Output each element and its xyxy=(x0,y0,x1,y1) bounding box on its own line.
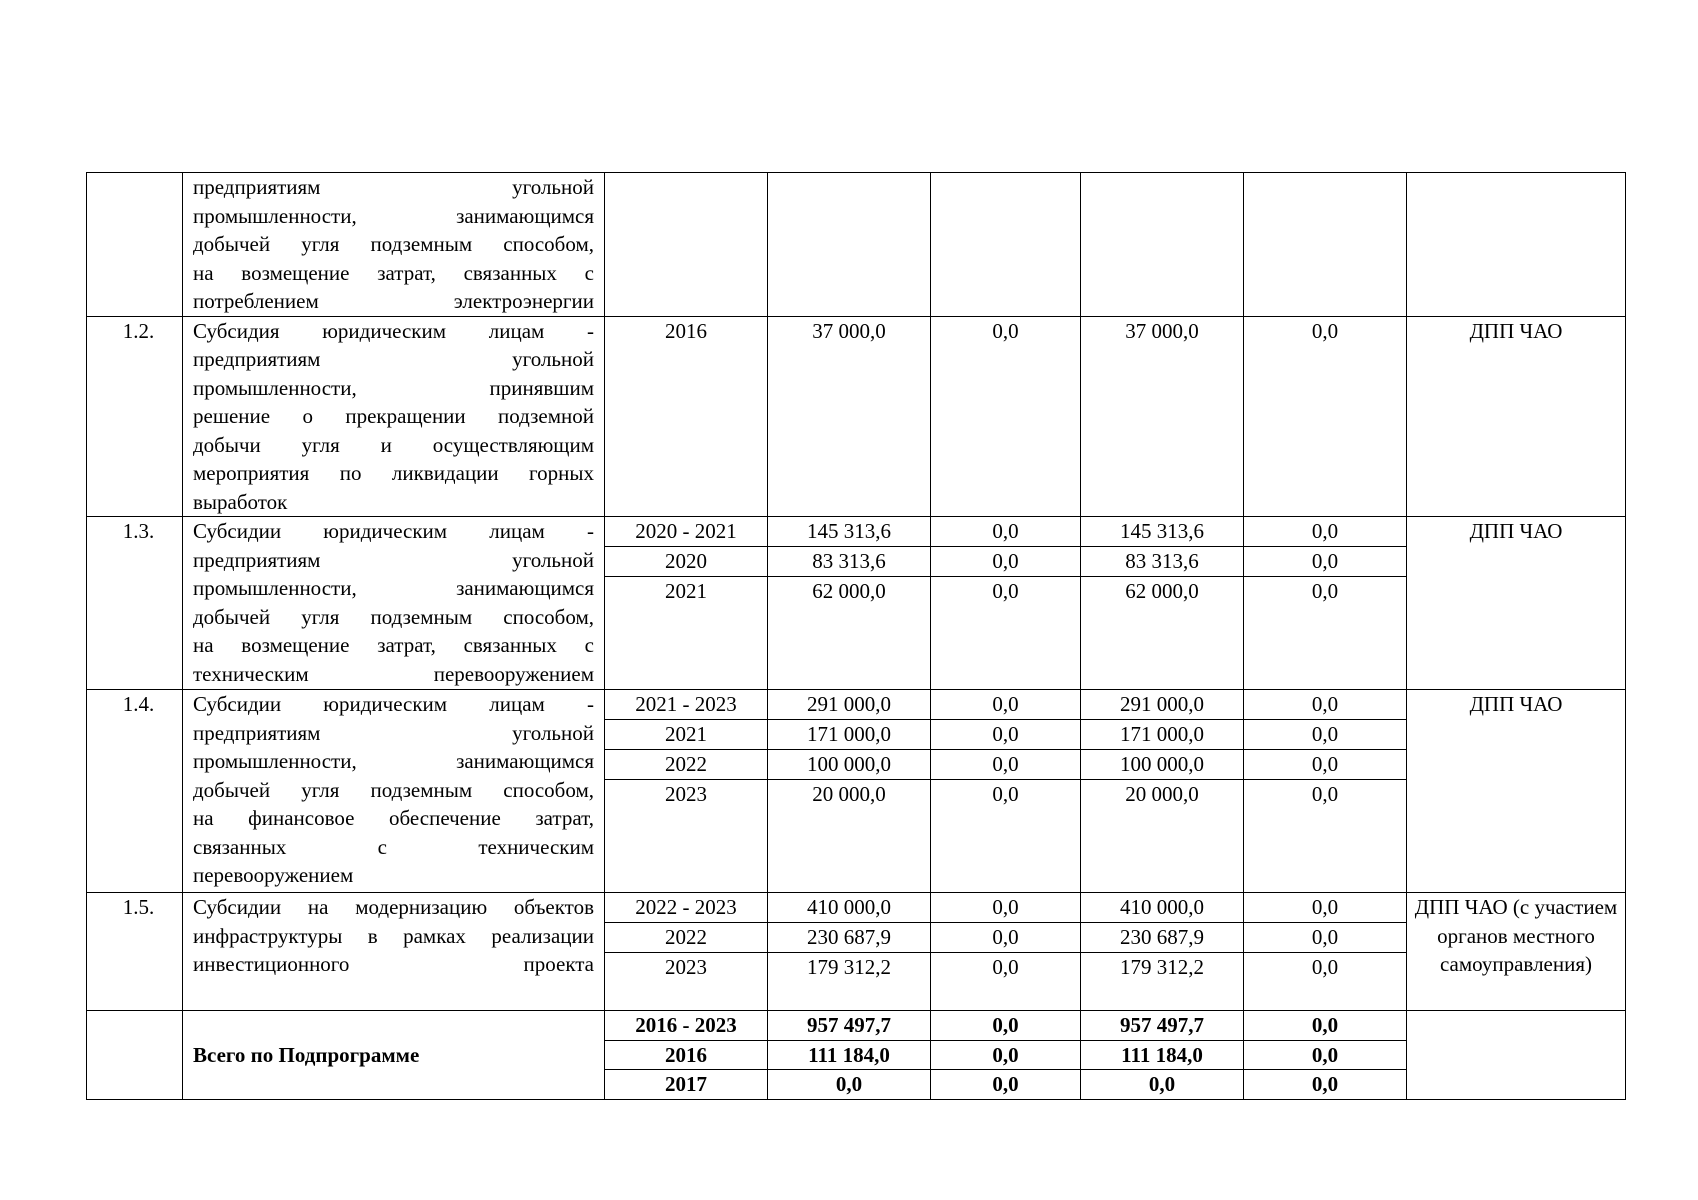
description-line: на возмещение затрат, связанных с xyxy=(193,633,594,657)
period-cell: 2016 xyxy=(605,1040,768,1070)
regional-cell: 410 000,0 xyxy=(1081,893,1244,923)
total-cell: 179 312,2 xyxy=(768,953,931,1011)
local-cell: 0,0 xyxy=(1244,1011,1407,1041)
item-description xyxy=(183,316,605,517)
federal-cell: 0,0 xyxy=(931,1070,1081,1100)
total-executor xyxy=(1407,1011,1626,1100)
local-cell: 0,0 xyxy=(1244,547,1407,577)
federal-cell: 0,0 xyxy=(931,893,1081,923)
description-line: предприятиям угольной xyxy=(193,347,594,371)
total-cell: 100 000,0 xyxy=(768,750,931,780)
item-description xyxy=(183,690,605,893)
description-line: добычей угля подземным способом, xyxy=(193,604,594,629)
period-cell: 2017 xyxy=(605,1070,768,1100)
regional-cell: 957 497,7 xyxy=(1081,1011,1244,1041)
period-cell: 2022 xyxy=(605,750,768,780)
local-cell: 0,0 xyxy=(1244,953,1407,1011)
table-row xyxy=(87,893,1626,923)
executor-cell: ДПП ЧАО xyxy=(1407,517,1626,690)
regional-cell: 145 313,6 xyxy=(1081,517,1244,547)
total-row xyxy=(87,1011,1626,1041)
description-line: Субсидии юридическим лицам - xyxy=(193,692,594,716)
total-cell: 291 000,0 xyxy=(768,690,931,720)
federal-cell: 0,0 xyxy=(931,690,1081,720)
period-cell: 2021 xyxy=(605,577,768,690)
regional-cell: 37 000,0 xyxy=(1081,316,1244,517)
description-line: добычей угля подземным способом, xyxy=(193,777,594,802)
regional-cell: 171 000,0 xyxy=(1081,720,1244,750)
description-line: Субсидии на модернизацию объектов xyxy=(193,895,594,919)
description-line: на возмещение затрат, связанных с xyxy=(193,260,594,285)
description-line: перевооружением xyxy=(193,863,354,887)
regional-cell: 100 000,0 xyxy=(1081,750,1244,780)
total-number xyxy=(87,1011,183,1100)
total-cell: 957 497,7 xyxy=(768,1011,931,1041)
item-number: 1.3. xyxy=(87,517,183,690)
federal-cell: 0,0 xyxy=(931,923,1081,953)
table-row xyxy=(87,316,1626,517)
description-line: инфраструктуры в рамках реализации xyxy=(193,923,594,948)
local-cell: 0,0 xyxy=(1244,517,1407,547)
total-cell: 171 000,0 xyxy=(768,720,931,750)
description-line: решение о прекращении подземной xyxy=(193,404,594,428)
item-number: 1.2. xyxy=(87,316,183,517)
total-cell: 37 000,0 xyxy=(768,316,931,517)
description-line: добычей угля подземным способом, xyxy=(193,232,594,256)
description-line: Субсидии юридическим лицам - xyxy=(193,519,594,543)
table-row xyxy=(87,517,1626,547)
federal-cell: 0,0 xyxy=(931,547,1081,577)
period-cell: 2016 - 2023 xyxy=(605,1011,768,1041)
federal-cell: 0,0 xyxy=(931,517,1081,547)
regional-cell: 230 687,9 xyxy=(1081,923,1244,953)
regional-cell: 62 000,0 xyxy=(1081,577,1244,690)
regional-cell: 179 312,2 xyxy=(1081,953,1244,1011)
local-cell: 0,0 xyxy=(1244,1070,1407,1100)
description-line: на финансовое обеспечение затрат, xyxy=(193,806,594,830)
federal-cell xyxy=(931,173,1081,317)
total-cell: 20 000,0 xyxy=(768,780,931,893)
local-cell: 0,0 xyxy=(1244,923,1407,953)
local-cell: 0,0 xyxy=(1244,1040,1407,1070)
executor-cell: ДПП ЧАО (с участием органов местного самоуправления) xyxy=(1407,893,1626,1011)
period-cell: 2022 - 2023 xyxy=(605,893,768,923)
item-description xyxy=(183,173,605,317)
period-cell: 2020 - 2021 xyxy=(605,517,768,547)
description-line: связанных с техническим xyxy=(193,834,594,859)
item-number: 1.5. xyxy=(87,893,183,1011)
item-number: 1.4. xyxy=(87,690,183,893)
local-cell: 0,0 xyxy=(1244,893,1407,923)
period-cell: 2023 xyxy=(605,780,768,893)
item-number xyxy=(87,173,183,317)
total-cell: 62 000,0 xyxy=(768,577,931,690)
total-cell: 111 184,0 xyxy=(768,1040,931,1070)
table-row xyxy=(87,173,1626,317)
description-line: мероприятия по ликвидации горных xyxy=(193,461,594,485)
total-cell: 145 313,6 xyxy=(768,517,931,547)
description-line: техническим перевооружением xyxy=(193,661,594,686)
period-cell: 2020 xyxy=(605,547,768,577)
description-line: промышленности, принявшим xyxy=(193,375,594,400)
item-description xyxy=(183,517,605,690)
table-body xyxy=(87,173,1626,1100)
item-description xyxy=(183,893,605,1011)
description-line: промышленности, занимающимся xyxy=(193,576,594,600)
local-cell: 0,0 xyxy=(1244,750,1407,780)
executor-cell: ДПП ЧАО xyxy=(1407,316,1626,517)
total-cell: 410 000,0 xyxy=(768,893,931,923)
federal-cell: 0,0 xyxy=(931,780,1081,893)
total-cell: 83 313,6 xyxy=(768,547,931,577)
federal-cell: 0,0 xyxy=(931,1040,1081,1070)
description-line: предприятиям угольной xyxy=(193,547,594,572)
description-line: промышленности, занимающимся xyxy=(193,749,594,773)
period-cell: 2016 xyxy=(605,316,768,517)
table-row xyxy=(87,690,1626,720)
local-cell: 0,0 xyxy=(1244,720,1407,750)
period-cell: 2022 xyxy=(605,923,768,953)
federal-cell: 0,0 xyxy=(931,750,1081,780)
total-cell: 230 687,9 xyxy=(768,923,931,953)
total-cell xyxy=(768,173,931,317)
description-line: инвестиционного проекта xyxy=(193,952,594,976)
period-cell: 2021 - 2023 xyxy=(605,690,768,720)
description-line: выработок xyxy=(193,489,288,514)
subprogram-budget-table xyxy=(86,172,1626,1100)
executor-cell xyxy=(1407,173,1626,317)
description-line: Субсидия юридическим лицам - xyxy=(193,318,594,343)
federal-cell: 0,0 xyxy=(931,953,1081,1011)
regional-cell: 0,0 xyxy=(1081,1070,1244,1100)
local-cell: 0,0 xyxy=(1244,577,1407,690)
local-cell xyxy=(1244,173,1407,317)
period-cell: 2021 xyxy=(605,720,768,750)
regional-cell: 20 000,0 xyxy=(1081,780,1244,893)
total-label: Всего по Подпрограмме xyxy=(183,1011,605,1100)
regional-cell: 83 313,6 xyxy=(1081,547,1244,577)
regional-cell: 111 184,0 xyxy=(1081,1040,1244,1070)
description-line: предприятиям угольной xyxy=(193,175,594,199)
description-line: промышленности, занимающимся xyxy=(193,203,594,228)
federal-cell: 0,0 xyxy=(931,1011,1081,1041)
federal-cell: 0,0 xyxy=(931,316,1081,517)
regional-cell xyxy=(1081,173,1244,317)
description-line: добычи угля и осуществляющим xyxy=(193,432,594,457)
period-cell xyxy=(605,173,768,317)
local-cell: 0,0 xyxy=(1244,780,1407,893)
total-cell: 0,0 xyxy=(768,1070,931,1100)
regional-cell: 291 000,0 xyxy=(1081,690,1244,720)
federal-cell: 0,0 xyxy=(931,720,1081,750)
federal-cell: 0,0 xyxy=(931,577,1081,690)
description-line: потреблением электроэнергии xyxy=(193,289,594,313)
period-cell: 2023 xyxy=(605,953,768,1011)
local-cell: 0,0 xyxy=(1244,690,1407,720)
executor-cell: ДПП ЧАО xyxy=(1407,690,1626,893)
description-line: предприятиям угольной xyxy=(193,720,594,745)
local-cell: 0,0 xyxy=(1244,316,1407,517)
